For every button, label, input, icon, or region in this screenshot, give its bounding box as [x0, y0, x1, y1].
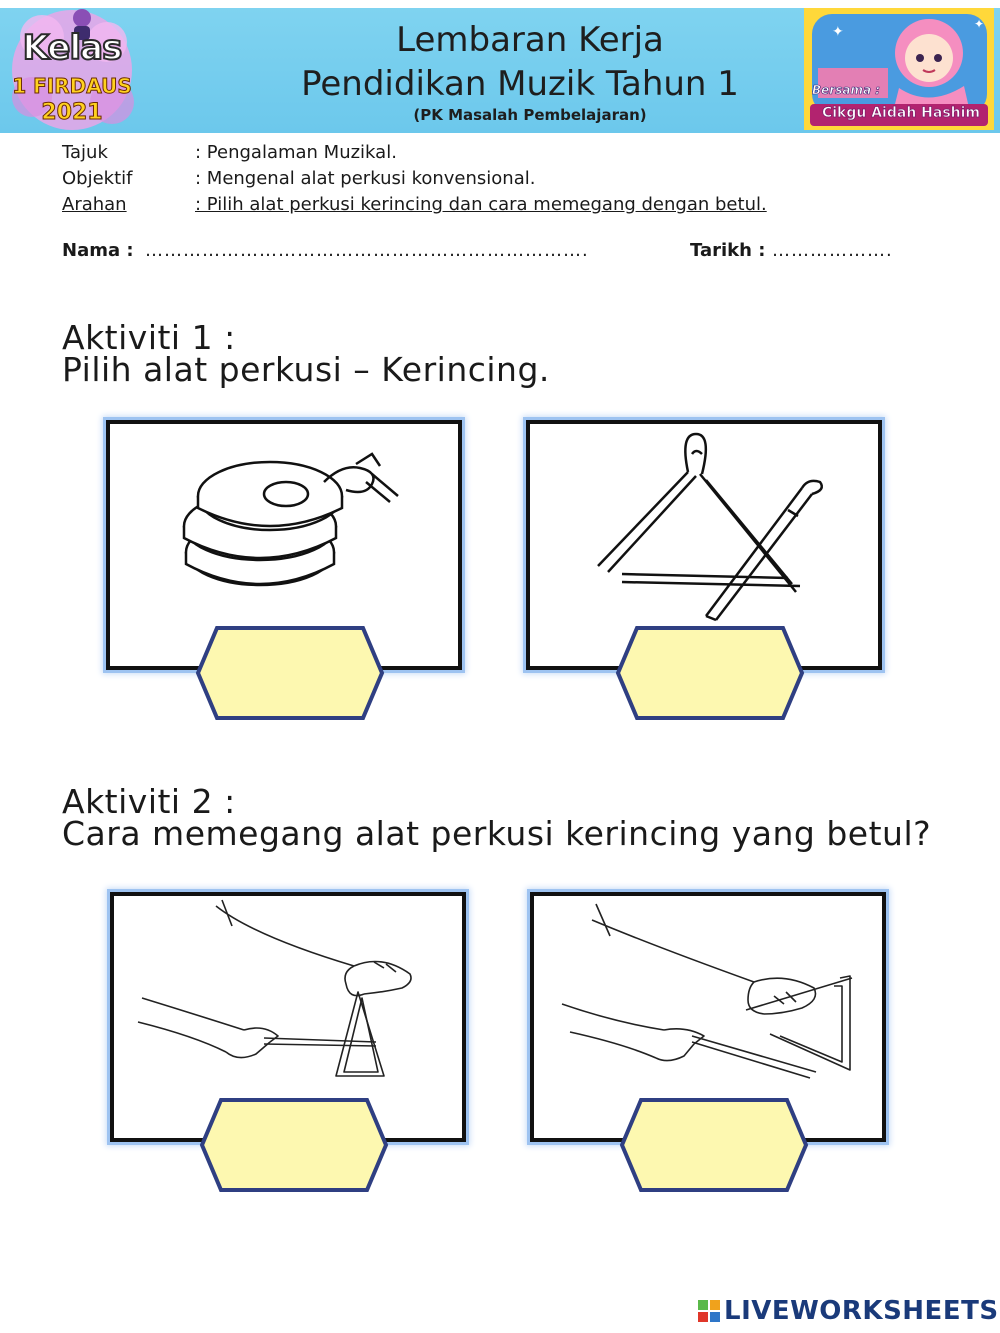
tajuk-value: : Pengalaman Muzikal.: [195, 142, 397, 163]
objektif-label: Objektif: [62, 168, 133, 189]
answer-box-2[interactable]: [615, 625, 805, 721]
tarikh-label: Tarikh :: [690, 240, 766, 261]
nama-label: Nama :: [62, 240, 134, 261]
answer-box-3[interactable]: [199, 1097, 389, 1193]
arahan-value: : Pilih alat perkusi kerincing dan cara memegang dengan betul.: [195, 194, 767, 215]
liveworksheets-mark-icon: [698, 1299, 720, 1321]
activity1-subtitle: Pilih alat perkusi – Kerincing.: [62, 350, 550, 389]
class-badge-logo: [2, 2, 142, 132]
badge-text-year: 2021: [41, 100, 103, 125]
worksheet-subject: Pendidikan Muzik Tahun 1: [301, 64, 739, 104]
activity2-subtitle: Cara memegang alat perkusi kerincing yang betul?: [62, 814, 932, 853]
liveworksheets-logo-text: LIVEWORKSHEETS: [724, 1296, 999, 1326]
activity1-title: Aktiviti 1 :: [62, 318, 236, 357]
worksheet-title: Lembaran Kerja: [396, 20, 664, 60]
teacher-caption-with: Bersama :: [812, 83, 881, 97]
badge-text-kelas: Kelas: [22, 28, 122, 68]
svg-text:✦: ✦: [832, 24, 844, 40]
nama-field[interactable]: …………………………………………………………….: [145, 240, 589, 261]
tarikh-field[interactable]: ……………….: [772, 240, 893, 261]
answer-box-4[interactable]: [619, 1097, 809, 1193]
answer-box-1[interactable]: [195, 625, 385, 721]
objektif-value: : Mengenal alat perkusi konvensional.: [195, 168, 536, 189]
teacher-caption-name: Cikgu Aidah Hashim: [821, 105, 981, 121]
arahan-label: Arahan: [62, 194, 127, 215]
badge-text-class: 1 FIRDAUS: [12, 74, 132, 98]
worksheet-category: (PK Masalah Pembelajaran): [413, 106, 647, 124]
tajuk-label: Tajuk: [62, 142, 108, 163]
liveworksheets-logo: [698, 1296, 999, 1326]
activity2-title: Aktiviti 2 :: [62, 782, 236, 821]
svg-text:✦: ✦: [974, 17, 985, 31]
